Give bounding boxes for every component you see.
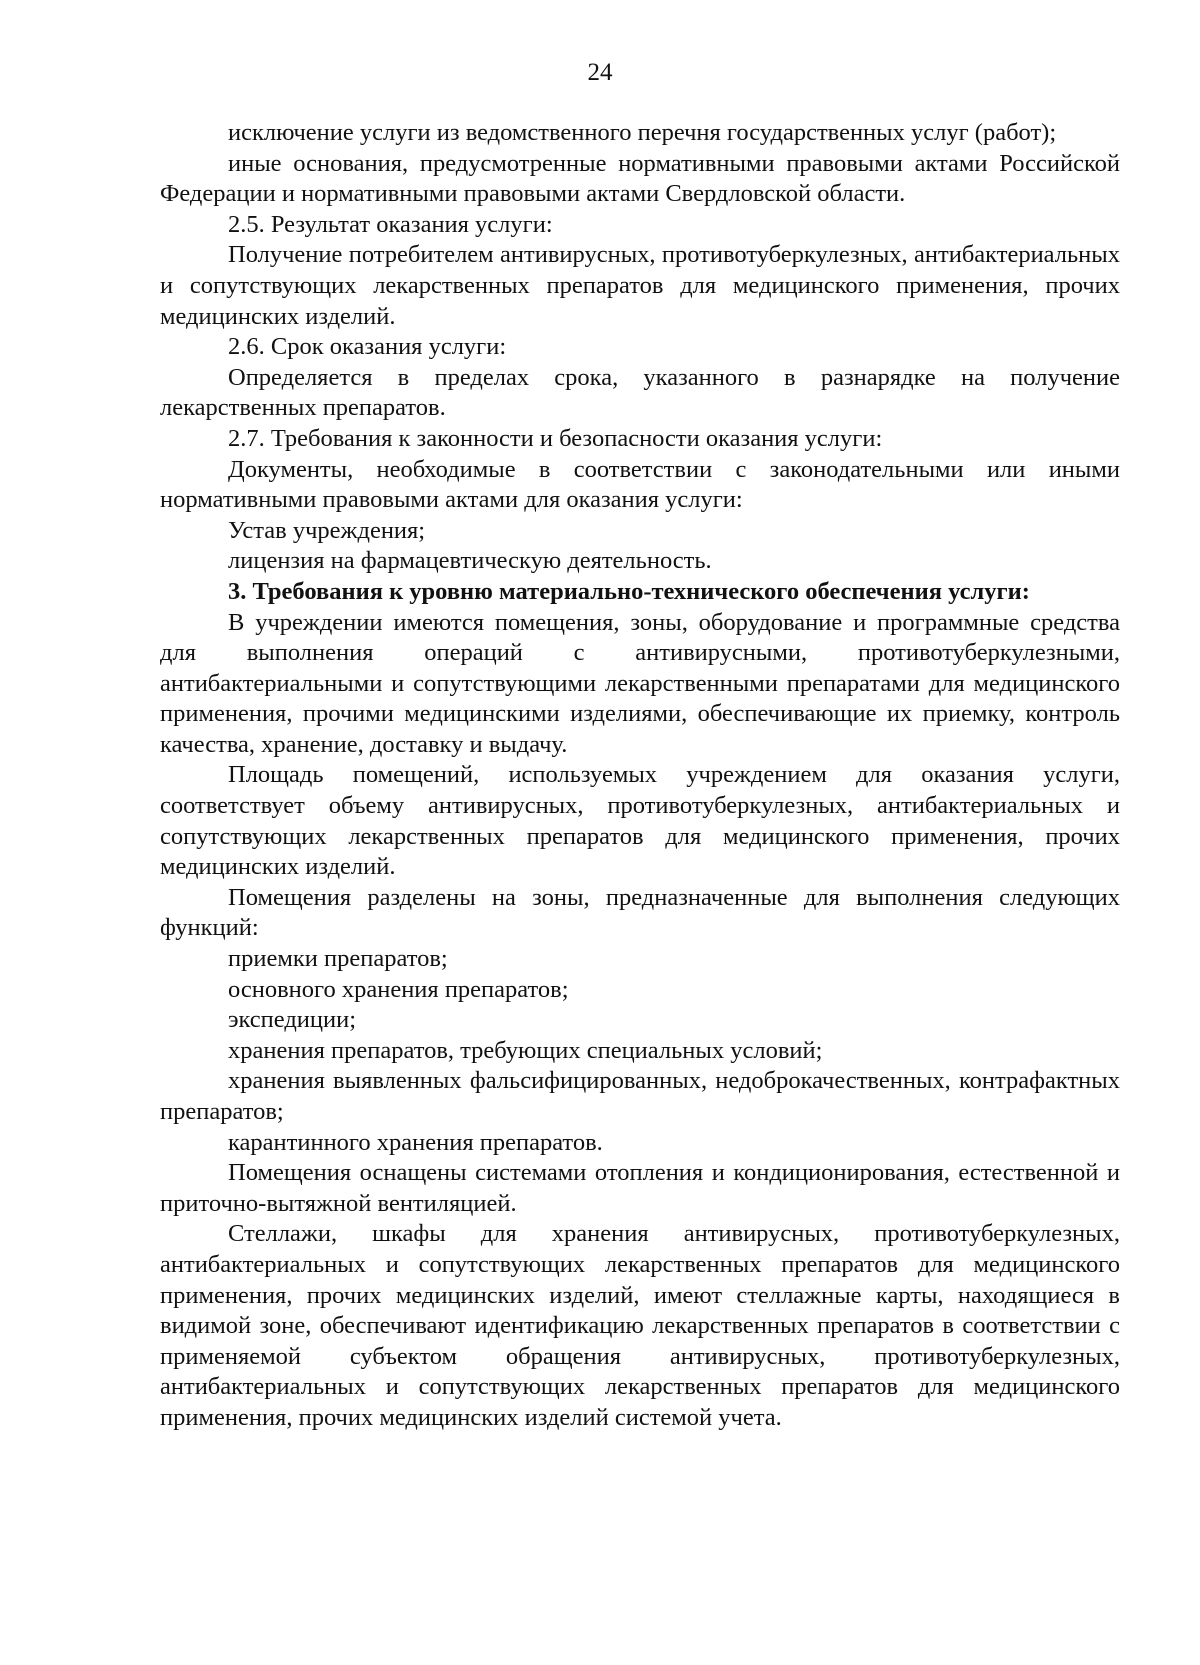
paragraph-service-result: Получение потребителем антивирусных, противотуберкулезных, антибактериальных и сопутствующих лекарственных препаратов для медицинского применения, прочих медицинских изделий.	[160, 241, 1120, 330]
paragraph-area: Площадь помещений, используемых учреждением для оказания услуги, соответствует объему антивирусных, противотуберкулезных, антибактериальных и сопутствующих лекарственных препаратов для медицинского применения, прочих медицинских изделий.	[160, 761, 1120, 881]
paragraph-required-documents: Документы, необходимые в соответствии с законодательными или иными нормативными правовыми актами для оказания услуги:	[160, 455, 1120, 514]
paragraph-other-grounds: иные основания, предусмотренные нормативными правовыми актами Российской Федерации и нормативными правовыми актами Свердловской области.	[160, 149, 1120, 208]
section-heading-2-6: 2.6. Срок оказания услуги:	[228, 333, 507, 361]
list-item-expedition: экспедиции;	[228, 1006, 357, 1034]
paragraph-service-term: Определяется в пределах срока, указанного в разнарядке на получение лекарственных препаратов.	[160, 363, 1120, 422]
page-number: 24	[587, 59, 613, 86]
paragraph-service-exclusion: исключение услуги из ведомственного перечня государственных услуг (работ);	[228, 119, 1057, 146]
list-item-special-storage: хранения препаратов, требующих специальных условий;	[228, 1036, 823, 1064]
list-item-charter: Устав учреждения;	[228, 516, 426, 544]
list-item-main-storage: основного хранения препаратов;	[228, 975, 569, 1003]
paragraph-heating-ventilation: Помещения оснащены системами отопления и кондиционирования, естественной и приточно-вытяжной вентиляцией.	[160, 1159, 1120, 1217]
section-heading-3: 3. Требования к уровню материально-технического обеспечения услуги:	[228, 577, 1030, 605]
section-heading-2-7: 2.7. Требования к законности и безопасности оказания услуги:	[228, 424, 883, 452]
paragraph-facilities: В учреждении имеются помещения, зоны, оборудование и программные средства для выполнения операций с антивирусными, противотуберкулезными, антибактериальными и сопутствующими лекарственными препаратами для медицинского применения, прочими медицинскими изделиями, обеспечивающие их приемку, контроль качества, хранение, доставку и выдачу.	[160, 608, 1120, 758]
list-item-acceptance: приемки препаратов;	[228, 945, 448, 973]
document-body	[160, 118, 1120, 1434]
list-item-counterfeit-storage: хранения выявленных фальсифицированных, недоброкачественных, контрафактных препаратов;	[160, 1067, 1120, 1125]
paragraph-shelving: Стеллажи, шкафы для хранения антивирусных, противотуберкулезных, антибактериальных и сопутствующих лекарственных препаратов для медицинского применения, прочих медицинских изделий, имеют стеллажные карты, находящиеся в видимой зоне, обеспечивают идентификацию лекарственных препаратов в соответствии с применяемой субъектом обращения антивирусных, противотуберкулезных, антибактериальных и сопутствующих лекарственных препаратов для медицинского применения, прочих медицинских изделий системой учета.	[160, 1220, 1120, 1431]
section-heading-2-5: 2.5. Результат оказания услуги:	[228, 210, 553, 238]
list-item-quarantine-storage: карантинного хранения препаратов.	[228, 1128, 603, 1156]
list-item-license: лицензия на фармацевтическую деятельность.	[228, 547, 712, 575]
paragraph-zones: Помещения разделены на зоны, предназначенные для выполнения следующих функций:	[160, 883, 1120, 942]
